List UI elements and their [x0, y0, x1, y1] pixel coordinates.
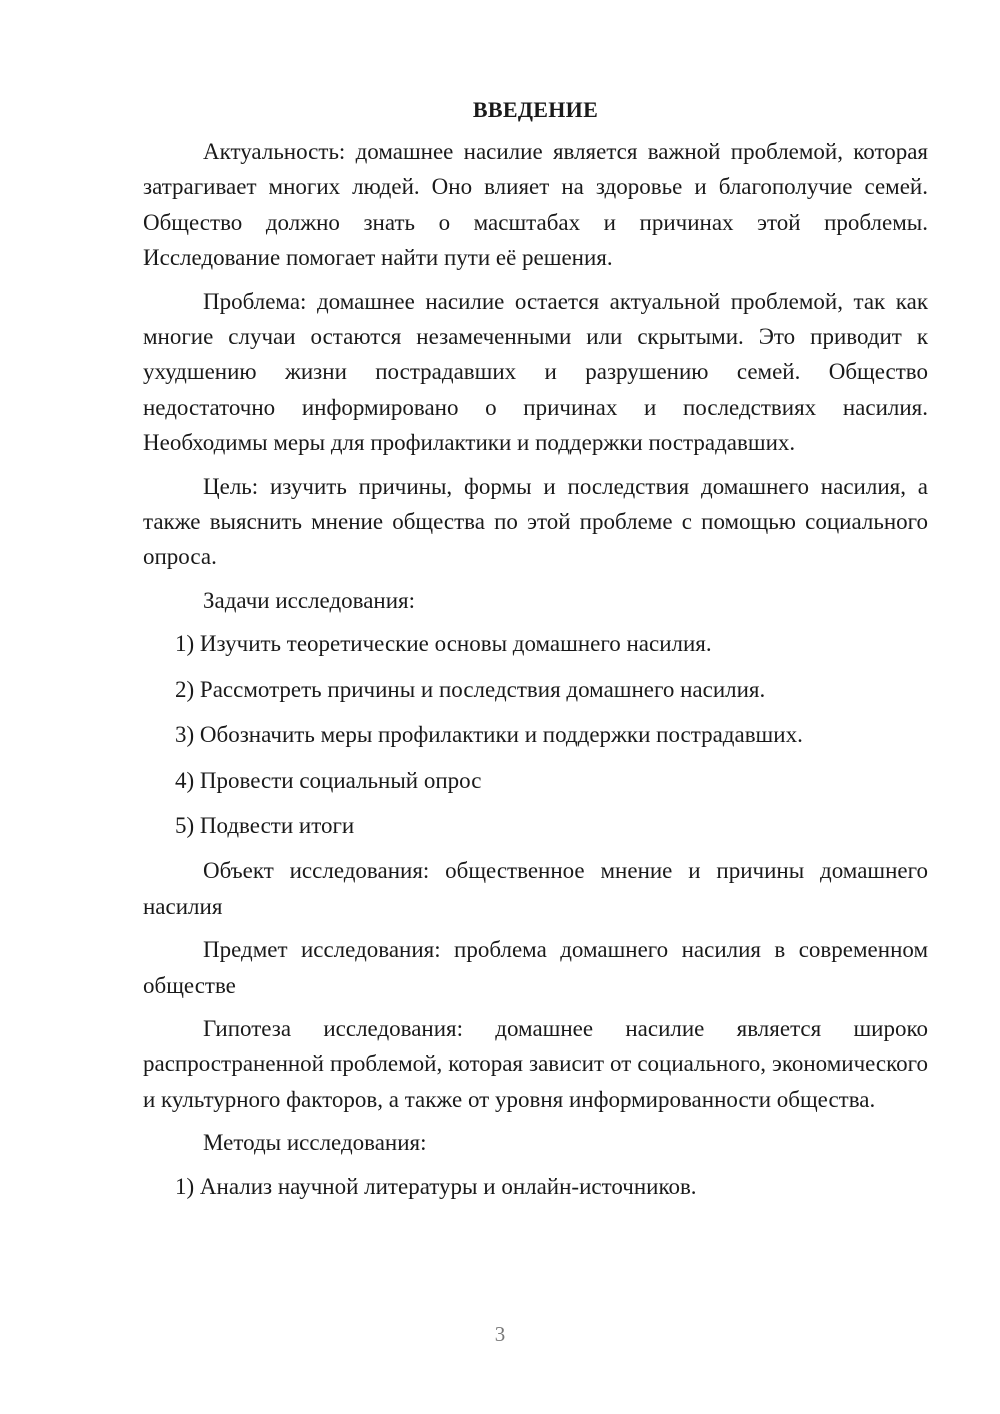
methods-heading: Методы исследования:	[203, 1130, 427, 1156]
task-item-1: 1) Изучить теоретические основы домашнего насилия.	[175, 631, 712, 657]
paragraph-problem: Проблема: домашнее насилие остается актуальной проблемой, так как многие случаи остаются незамеченными или скрытыми. Это приводит к ухудшению жизни пострадавших и разрушению семей. Общество недостаточно информировано о причинах и последствиях насилия. Необходимы меры для профилактики и поддержки пострадавших.	[143, 288, 928, 456]
paragraph-relevance: Актуальность: домашнее насилие является важной проблемой, которая затрагивает многих людей. Оно влияет на здоровье и благополучие семей. Общество должно знать о масштабах и причинах этой проблемы. Исследование помогает найти пути её решения.	[143, 139, 928, 271]
page-number: 3	[494, 1322, 506, 1346]
task-item-5: 5) Подвести итоги	[175, 812, 355, 838]
paragraph-goal: Цель: изучить причины, формы и последствия домашнего насилия, а также выяснить мнение общества по этой проблеме с помощью социального опроса.	[143, 473, 928, 570]
task-item-3: 3) Обозначить меры профилактики и поддержки пострадавших.	[175, 722, 803, 748]
paragraph-object: Объект исследования: общественное мнение и причины домашнего насилия	[143, 858, 928, 919]
tasks-heading: Задачи исследования:	[203, 587, 416, 613]
paragraph-subject: Предмет исследования: проблема домашнего насилия в современном обществе	[143, 937, 928, 998]
task-item-4: 4) Провести социальный опрос	[175, 767, 482, 793]
page-content	[143, 92, 928, 1214]
method-item-1: 1) Анализ научной литературы и онлайн-источников.	[175, 1173, 697, 1199]
page-title: ВВЕДЕНИЕ	[472, 97, 599, 122]
paragraph-hypothesis: Гипотеза исследования: домашнее насилие является широко распространенной проблемой, которая зависит от социального, экономического и культурного факторов, а также от уровня информированности общества.	[143, 1015, 928, 1112]
task-item-2: 2) Рассмотреть причины и последствия домашнего насилия.	[175, 676, 766, 702]
